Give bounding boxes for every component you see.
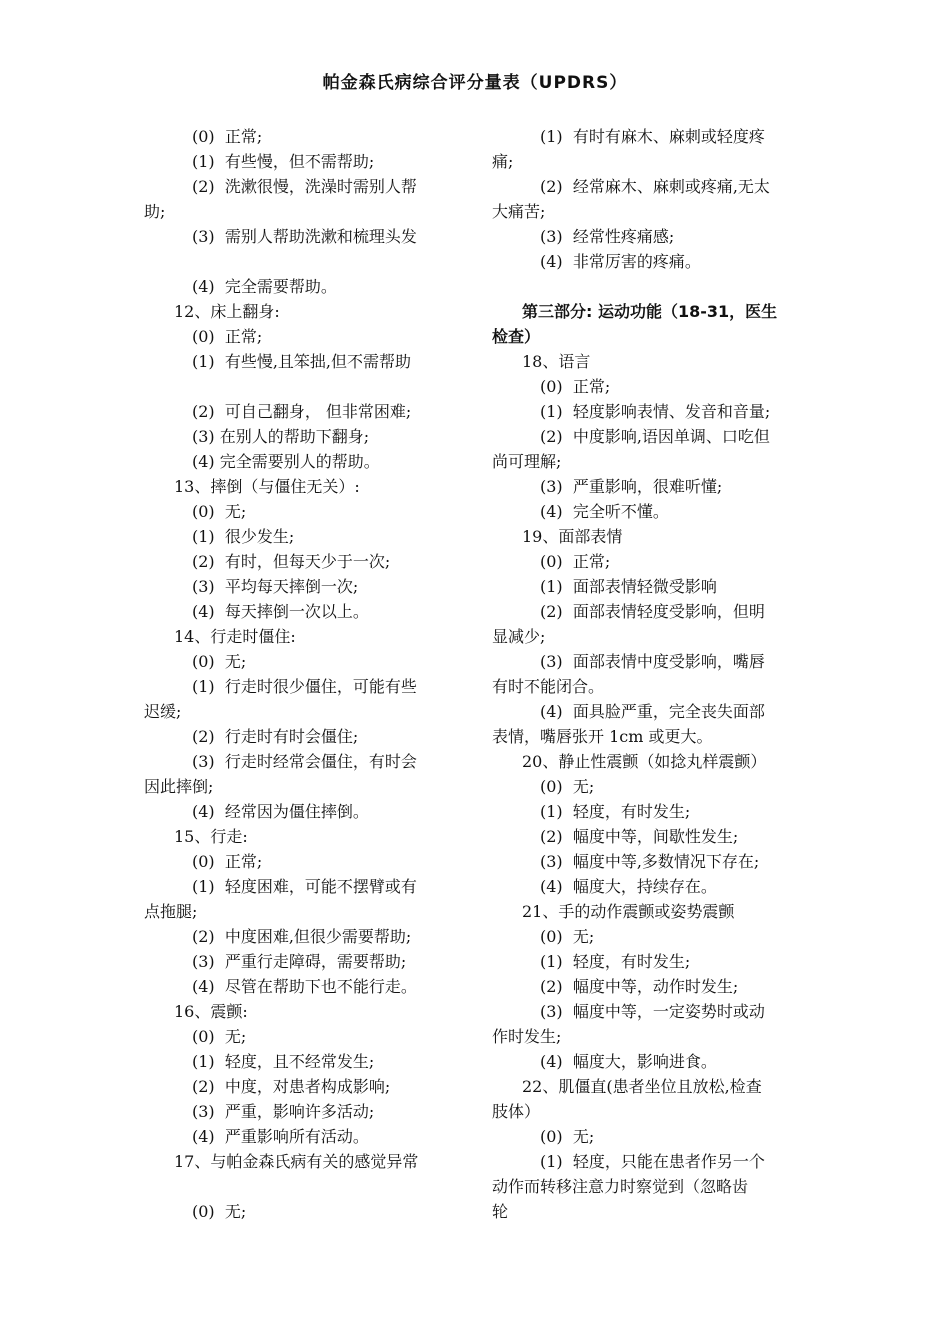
text-line: (3) 在别人的帮助下翻身; — [192, 427, 370, 446]
right-column — [492, 124, 808, 1224]
text-line: 作时发生; — [492, 1027, 562, 1046]
text-line: (3) 平均每天摔倒一次; — [192, 577, 359, 596]
text-line: (2) 可自己翻身， 但非常困难; — [192, 402, 412, 421]
text-line: 18、语言 — [522, 352, 591, 371]
text-line: (2) 幅度中等，动作时发生; — [540, 977, 739, 996]
text-line: (4) 幅度大，持续存在。 — [540, 877, 717, 896]
text-line: (0) 无; — [192, 652, 247, 671]
text-line: 13、摔倒（与僵住无关）: — [174, 477, 360, 496]
text-line: (0) 无; — [540, 777, 595, 796]
text-line: (4) 幅度大，影响进食。 — [540, 1052, 717, 1071]
text-line: 助; — [144, 202, 166, 221]
text-line: (3) 幅度中等,多数情况下存在; — [540, 852, 760, 871]
text-line: (1) 行走时很少僵住，可能有些 — [192, 677, 417, 696]
text-line: (0) 正常; — [540, 552, 611, 571]
text-line: (3) 严重，影响许多活动; — [192, 1102, 375, 1121]
blank-line — [144, 1174, 460, 1199]
text-line: (3) 需别人帮助洗漱和梳理头发 — [192, 227, 417, 246]
text-line: (1) 有些慢，但不需帮助; — [192, 152, 375, 171]
text-line: 动作而转移注意力时察觉到（忽略齿 — [492, 1177, 749, 1196]
text-line: 第三部分: 运动功能（18-31，医生 — [522, 302, 778, 321]
text-line: 尚可理解; — [492, 452, 562, 471]
text-line: (0) 无; — [192, 1027, 247, 1046]
text-line: (0) 无; — [540, 1127, 595, 1146]
text-line: 有时不能闭合。 — [492, 677, 605, 696]
text-line: (4) 面具脸严重，完全丧失面部 — [540, 702, 765, 721]
text-line: 痛; — [492, 152, 514, 171]
text-line: 17、与帕金森氏病有关的感觉异常 — [174, 1152, 419, 1171]
text-line: 点拖腿; — [144, 902, 198, 921]
text-line: 14、行走时僵住: — [174, 627, 296, 646]
text-line: 20、静止性震颤（如捻丸样震颤） — [522, 752, 767, 771]
text-line: (4) 非常厉害的疼痛。 — [540, 252, 701, 271]
text-line: (4) 严重影响所有活动。 — [192, 1127, 369, 1146]
text-line: (2) 行走时有时会僵住; — [192, 727, 359, 746]
text-line: 表情，嘴唇张开 1cm 或更大。 — [492, 727, 713, 746]
text-line: (2) 面部表情轻度受影响，但明 — [540, 602, 765, 621]
text-line: (1) 有时有麻木、麻刺或轻度疼 — [540, 127, 765, 146]
blank-line — [492, 274, 808, 299]
text-line: 轮 — [492, 1202, 509, 1221]
text-line: (1) 有些慢,且笨拙,但不需帮助 — [192, 352, 412, 371]
text-line: (1) 轻度困难，可能不摆臂或有 — [192, 877, 417, 896]
left-column — [144, 124, 460, 1224]
text-line: (2) 中度，对患者构成影响; — [192, 1077, 391, 1096]
text-line: 22、肌僵直(患者坐位且放松,检查 — [522, 1077, 762, 1096]
text-line: (4) 完全听不懂。 — [540, 502, 669, 521]
text-line: (1) 很少发生; — [192, 527, 295, 546]
text-line: (3) 幅度中等，一定姿势时或动 — [540, 1002, 765, 1021]
text-line: (2) 中度影响,语因单调、口吃但 — [540, 427, 770, 446]
text-line: 显减少; — [492, 627, 546, 646]
text-line: (1) 面部表情轻微受影响 — [540, 577, 717, 596]
text-line: (3) 严重影响，很难听懂; — [540, 477, 723, 496]
text-line: (0) 无; — [540, 927, 595, 946]
text-line: (0) 无; — [192, 1202, 247, 1221]
text-line: 大痛苦; — [492, 202, 546, 221]
text-line: (0) 正常; — [192, 127, 263, 146]
text-line: (2) 有时，但每天少于一次; — [192, 552, 391, 571]
blank-line — [144, 249, 460, 274]
text-line: (1) 轻度，且不经常发生; — [192, 1052, 375, 1071]
text-line: (1) 轻度，只能在患者作另一个 — [540, 1152, 765, 1171]
text-line: 检查） — [492, 327, 541, 346]
text-line: 21、手的动作震颤或姿势震颤 — [522, 902, 735, 921]
text-line: (3) 严重行走障碍，需要帮助; — [192, 952, 407, 971]
text-line: 12、床上翻身: — [174, 302, 280, 321]
text-line: (4) 完全需要别人的帮助。 — [192, 452, 380, 471]
text-line: (2) 中度困难,但很少需要帮助; — [192, 927, 412, 946]
text-line: (2) 洗漱很慢，洗澡时需别人帮 — [192, 177, 417, 196]
text-line: (4) 尽管在帮助下也不能行走。 — [192, 977, 417, 996]
text-line: (2) 幅度中等，间歇性发生; — [540, 827, 739, 846]
text-line: (2) 经常麻木、麻刺或疼痛,无太 — [540, 177, 770, 196]
text-line: (4) 每天摔倒一次以上。 — [192, 602, 369, 621]
text-line: (1) 轻度，有时发生; — [540, 802, 691, 821]
page-title: 帕金森氏病综合评分量表（UPDRS） — [322, 73, 628, 93]
text-line: (0) 正常; — [192, 327, 263, 346]
text-line: (3) 经常性疼痛感; — [540, 227, 675, 246]
text-line: (4) 完全需要帮助。 — [192, 277, 337, 296]
text-line: (0) 无; — [192, 502, 247, 521]
text-line: 因此摔倒; — [144, 777, 214, 796]
text-line: 16、震颤: — [174, 1002, 248, 1021]
text-line: (0) 正常; — [192, 852, 263, 871]
text-line: 肢体） — [492, 1102, 541, 1121]
text-line: (3) 行走时经常会僵住，有时会 — [192, 752, 417, 771]
text-line: (4) 经常因为僵住摔倒。 — [192, 802, 369, 821]
text-line: 15、行走: — [174, 827, 248, 846]
text-line: (1) 轻度影响表情、发音和音量; — [540, 402, 771, 421]
text-line: (0) 正常; — [540, 377, 611, 396]
text-line: (1) 轻度，有时发生; — [540, 952, 691, 971]
blank-line — [144, 374, 460, 399]
text-line: 迟缓; — [144, 702, 182, 721]
text-line: 19、面部表情 — [522, 527, 623, 546]
text-line: (3) 面部表情中度受影响，嘴唇 — [540, 652, 765, 671]
